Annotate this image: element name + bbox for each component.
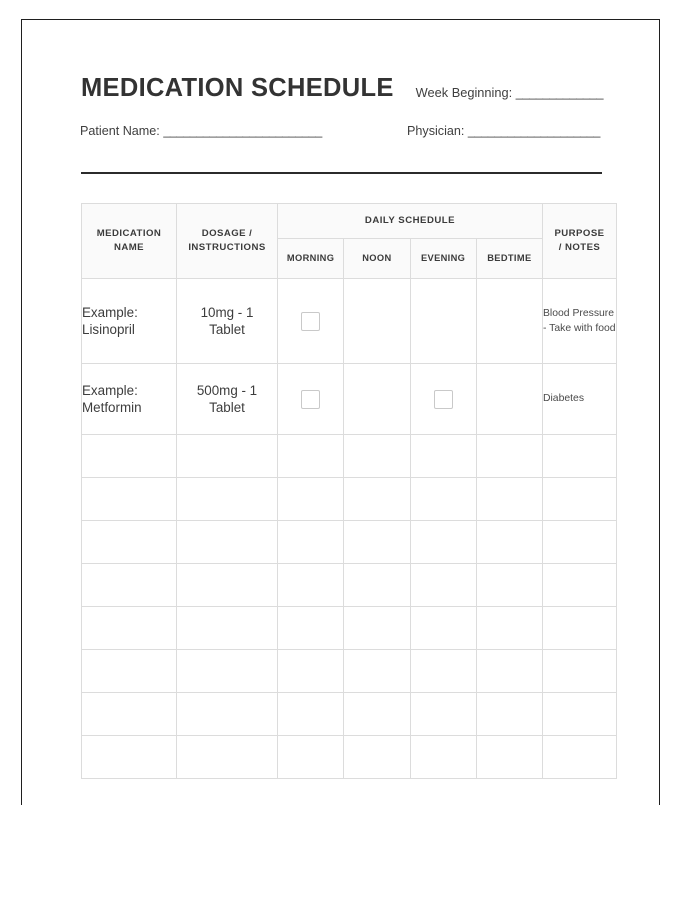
cell-slot-evening[interactable] <box>410 435 476 478</box>
physician-label: Physician: <box>407 123 465 138</box>
cell-slot-evening[interactable] <box>410 607 476 650</box>
dosage-line1: DOSAGE / <box>201 228 253 240</box>
cell-slot-noon[interactable] <box>344 607 410 650</box>
cell-purpose-notes[interactable]: Blood Pressure - Take with food <box>543 279 617 364</box>
cell-purpose-notes[interactable] <box>543 736 617 779</box>
cell-slot-noon[interactable] <box>344 364 410 435</box>
cell-slot-evening[interactable] <box>410 736 476 779</box>
cell-slot-morning[interactable] <box>278 521 344 564</box>
cell-dosage[interactable] <box>177 693 278 736</box>
cell-slot-morning[interactable] <box>278 478 344 521</box>
patient-name-label: Patient Name: <box>80 123 160 138</box>
dosage-line2: INSTRUCTIONS <box>188 242 266 253</box>
cell-slot-noon[interactable] <box>344 435 410 478</box>
cell-slot-evening[interactable] <box>410 521 476 564</box>
identity-fields-row <box>81 124 602 138</box>
cell-purpose-notes[interactable] <box>543 521 617 564</box>
cell-slot-evening[interactable] <box>410 478 476 521</box>
page-content <box>22 20 661 806</box>
cell-slot-bedtime[interactable] <box>476 521 542 564</box>
cell-medication-name[interactable] <box>82 478 177 521</box>
table-row-empty <box>82 607 617 650</box>
checkbox-morning[interactable] <box>301 390 320 409</box>
week-beginning-label: Week Beginning: <box>415 84 513 100</box>
table-row-empty <box>82 736 617 779</box>
cell-dosage[interactable] <box>177 364 278 435</box>
cell-slot-morning[interactable] <box>278 607 344 650</box>
cell-slot-morning[interactable] <box>278 435 344 478</box>
cell-slot-evening[interactable] <box>410 364 476 435</box>
cell-purpose-notes[interactable] <box>543 607 617 650</box>
column-header-daily-schedule-group: DAILY SCHEDULE <box>278 204 543 239</box>
column-header-slot-noon: NOON <box>344 239 410 279</box>
patient-name-field[interactable] <box>80 124 322 138</box>
cell-slot-morning[interactable] <box>278 650 344 693</box>
cell-purpose-notes[interactable] <box>543 478 617 521</box>
cell-purpose-notes[interactable] <box>543 435 617 478</box>
cell-slot-morning[interactable] <box>278 564 344 607</box>
cell-purpose-notes[interactable]: Diabetes <box>543 364 617 435</box>
cell-slot-evening[interactable] <box>410 279 476 364</box>
cell-purpose-notes[interactable] <box>543 693 617 736</box>
table-row-empty <box>82 564 617 607</box>
column-header-medication-name <box>82 204 177 279</box>
cell-slot-bedtime[interactable] <box>476 478 542 521</box>
cell-slot-evening[interactable] <box>410 564 476 607</box>
title-row <box>81 75 602 102</box>
cell-medication-name[interactable] <box>82 279 177 364</box>
cell-slot-bedtime[interactable] <box>476 650 542 693</box>
dosage-text: 10mg - 1 Tablet <box>200 304 254 337</box>
checkbox-evening[interactable] <box>434 390 453 409</box>
table-row <box>82 279 617 364</box>
cell-medication-name[interactable] <box>82 435 177 478</box>
cell-dosage[interactable] <box>177 478 278 521</box>
cell-purpose-notes[interactable] <box>543 564 617 607</box>
cell-slot-bedtime[interactable] <box>476 364 542 435</box>
cell-slot-morning[interactable] <box>278 279 344 364</box>
document-masthead <box>81 75 602 138</box>
cell-medication-name[interactable] <box>82 693 177 736</box>
cell-dosage[interactable] <box>177 736 278 779</box>
cell-slot-bedtime[interactable] <box>476 564 542 607</box>
purpose-notes-line2: / NOTES <box>558 242 601 253</box>
cell-dosage[interactable] <box>177 435 278 478</box>
week-beginning-field[interactable] <box>416 85 603 102</box>
cell-dosage[interactable] <box>177 279 278 364</box>
cell-slot-bedtime[interactable] <box>476 435 542 478</box>
column-header-purpose-notes <box>543 204 617 279</box>
week-beginning-blank-line: _____________ <box>515 84 604 100</box>
table-row-empty <box>82 478 617 521</box>
table-row-empty <box>82 650 617 693</box>
cell-medication-name[interactable] <box>82 650 177 693</box>
cell-slot-bedtime[interactable] <box>476 279 542 364</box>
column-header-slot-bedtime: BEDTIME <box>476 239 542 279</box>
cell-medication-name[interactable] <box>82 607 177 650</box>
cell-purpose-notes[interactable] <box>543 650 617 693</box>
table-head <box>82 204 617 279</box>
cell-slot-noon[interactable] <box>344 521 410 564</box>
table-row-empty <box>82 435 617 478</box>
cell-dosage[interactable] <box>177 607 278 650</box>
cell-slot-noon[interactable] <box>344 478 410 521</box>
medication-schedule-table <box>81 203 617 779</box>
dosage-text: 500mg - 1 Tablet <box>196 382 258 415</box>
cell-slot-evening[interactable] <box>410 650 476 693</box>
cell-slot-morning[interactable] <box>278 693 344 736</box>
cell-medication-name[interactable] <box>82 521 177 564</box>
cell-dosage[interactable] <box>177 521 278 564</box>
table-row-empty <box>82 693 617 736</box>
cell-slot-evening[interactable] <box>410 693 476 736</box>
cell-slot-noon[interactable] <box>344 279 410 364</box>
column-header-slot-evening: EVENING <box>410 239 476 279</box>
cell-medication-name[interactable] <box>82 736 177 779</box>
table-row <box>82 364 617 435</box>
medication-name-line1: MEDICATION <box>96 228 162 240</box>
physician-blank-line: ____________________ <box>467 123 600 138</box>
patient-name-blank-line: ________________________ <box>163 123 322 138</box>
cell-slot-noon[interactable] <box>344 564 410 607</box>
checkbox-morning[interactable] <box>301 312 320 331</box>
column-header-slot-morning: MORNING <box>278 239 344 279</box>
medication-schedule-table-wrap <box>81 203 617 779</box>
cell-slot-bedtime[interactable] <box>476 693 542 736</box>
column-header-dosage <box>177 204 278 279</box>
table-body <box>82 279 617 779</box>
cell-slot-bedtime[interactable] <box>476 736 542 779</box>
cell-slot-noon[interactable] <box>344 650 410 693</box>
cell-slot-bedtime[interactable] <box>476 607 542 650</box>
cell-medication-name[interactable] <box>82 364 177 435</box>
masthead-divider <box>81 172 602 174</box>
cell-dosage[interactable] <box>177 650 278 693</box>
medication-name-text: Example: Lisinopril <box>82 304 138 337</box>
medication-name-text: Example: Metformin <box>82 382 142 415</box>
cell-dosage[interactable] <box>177 564 278 607</box>
cell-slot-morning[interactable] <box>278 364 344 435</box>
page-title: MEDICATION SCHEDULE <box>81 74 394 102</box>
cell-slot-morning[interactable] <box>278 736 344 779</box>
header-row-top <box>82 204 617 239</box>
purpose-notes-line1: PURPOSE <box>554 228 605 240</box>
cell-slot-noon[interactable] <box>344 736 410 779</box>
cell-medication-name[interactable] <box>82 564 177 607</box>
table-row-empty <box>82 521 617 564</box>
document-page <box>21 19 660 805</box>
medication-name-line2: NAME <box>113 242 145 253</box>
physician-field[interactable] <box>407 124 600 138</box>
cell-slot-noon[interactable] <box>344 693 410 736</box>
